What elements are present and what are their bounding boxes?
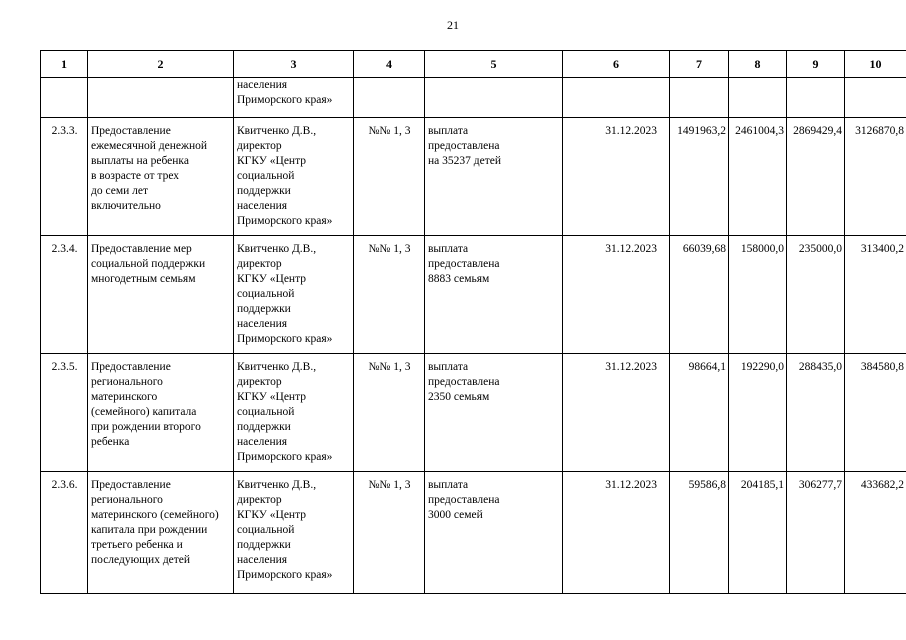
item-number: 2.3.4.	[41, 236, 88, 354]
continuation-row	[41, 78, 906, 118]
item-result: выплата предоставлена 3000 семей	[425, 472, 563, 594]
column-header-10: 10	[845, 51, 906, 78]
column-header-8: 8	[729, 51, 787, 78]
item-name: Предоставление регионального материнского (семейного) капитала при рождении второго ребенка	[88, 354, 234, 472]
item-name: Предоставление регионального материнского (семейного) капитала при рождении третьего ребенка и последующих детей	[88, 472, 234, 594]
item-value-9: 306277,7	[787, 472, 845, 594]
column-header-5: 5	[425, 51, 563, 78]
program-table	[40, 50, 906, 594]
item-value-7: 98664,1	[670, 354, 729, 472]
column-header-3: 3	[234, 51, 354, 78]
column-header-2: 2	[88, 51, 234, 78]
cell-empty	[41, 78, 88, 118]
item-plan: №№ 1, 3	[354, 118, 425, 236]
cell-empty	[670, 78, 729, 118]
cell-empty	[729, 78, 787, 118]
item-plan: №№ 1, 3	[354, 472, 425, 594]
item-responsible: Квитченко Д.В., директор КГКУ «Центр социальной поддержки населения Приморского края»	[234, 472, 354, 594]
item-plan: №№ 1, 3	[354, 236, 425, 354]
cell-empty	[88, 78, 234, 118]
table-row	[41, 118, 906, 236]
item-value-8: 192290,0	[729, 354, 787, 472]
item-date: 31.12.2023	[563, 354, 670, 472]
cell-empty	[425, 78, 563, 118]
item-responsible: Квитченко Д.В., директор КГКУ «Центр социальной поддержки населения Приморского края»	[234, 354, 354, 472]
item-date: 31.12.2023	[563, 236, 670, 354]
column-header-1: 1	[41, 51, 88, 78]
column-header-4: 4	[354, 51, 425, 78]
column-header-6: 6	[563, 51, 670, 78]
item-value-10: 384580,8	[845, 354, 906, 472]
item-value-9: 2869429,4	[787, 118, 845, 236]
cell-empty	[354, 78, 425, 118]
item-number: 2.3.3.	[41, 118, 88, 236]
page-number: 21	[447, 18, 459, 32]
table-row	[41, 236, 906, 354]
item-value-10: 3126870,8	[845, 118, 906, 236]
item-value-10: 433682,2	[845, 472, 906, 594]
item-result: выплата предоставлена 8883 семьям	[425, 236, 563, 354]
cell-empty	[787, 78, 845, 118]
item-result: выплата предоставлена 2350 семьям	[425, 354, 563, 472]
item-value-8: 204185,1	[729, 472, 787, 594]
cell-empty	[563, 78, 670, 118]
item-value-7: 1491963,2	[670, 118, 729, 236]
item-value-8: 2461004,3	[729, 118, 787, 236]
item-value-7: 59586,8	[670, 472, 729, 594]
item-responsible: Квитченко Д.В., директор КГКУ «Центр социальной поддержки населения Приморского края»	[234, 118, 354, 236]
continuation-responsible: населения Приморского края»	[234, 78, 354, 118]
item-name: Предоставление мер социальной поддержки многодетным семьям	[88, 236, 234, 354]
item-value-9: 235000,0	[787, 236, 845, 354]
item-name: Предоставление ежемесячной денежной выплаты на ребенка в возрасте от трех до семи лет включительно	[88, 118, 234, 236]
item-value-7: 66039,68	[670, 236, 729, 354]
column-header-7: 7	[670, 51, 729, 78]
item-number: 2.3.5.	[41, 354, 88, 472]
item-date: 31.12.2023	[563, 118, 670, 236]
table-row	[41, 472, 906, 594]
item-plan: №№ 1, 3	[354, 354, 425, 472]
item-date: 31.12.2023	[563, 472, 670, 594]
item-number: 2.3.6.	[41, 472, 88, 594]
item-value-9: 288435,0	[787, 354, 845, 472]
header-row	[41, 51, 906, 78]
item-value-10: 313400,2	[845, 236, 906, 354]
item-result: выплата предоставлена на 35237 детей	[425, 118, 563, 236]
column-header-9: 9	[787, 51, 845, 78]
item-responsible: Квитченко Д.В., директор КГКУ «Центр социальной поддержки населения Приморского края»	[234, 236, 354, 354]
table-row	[41, 354, 906, 472]
cell-empty	[845, 78, 906, 118]
item-value-8: 158000,0	[729, 236, 787, 354]
